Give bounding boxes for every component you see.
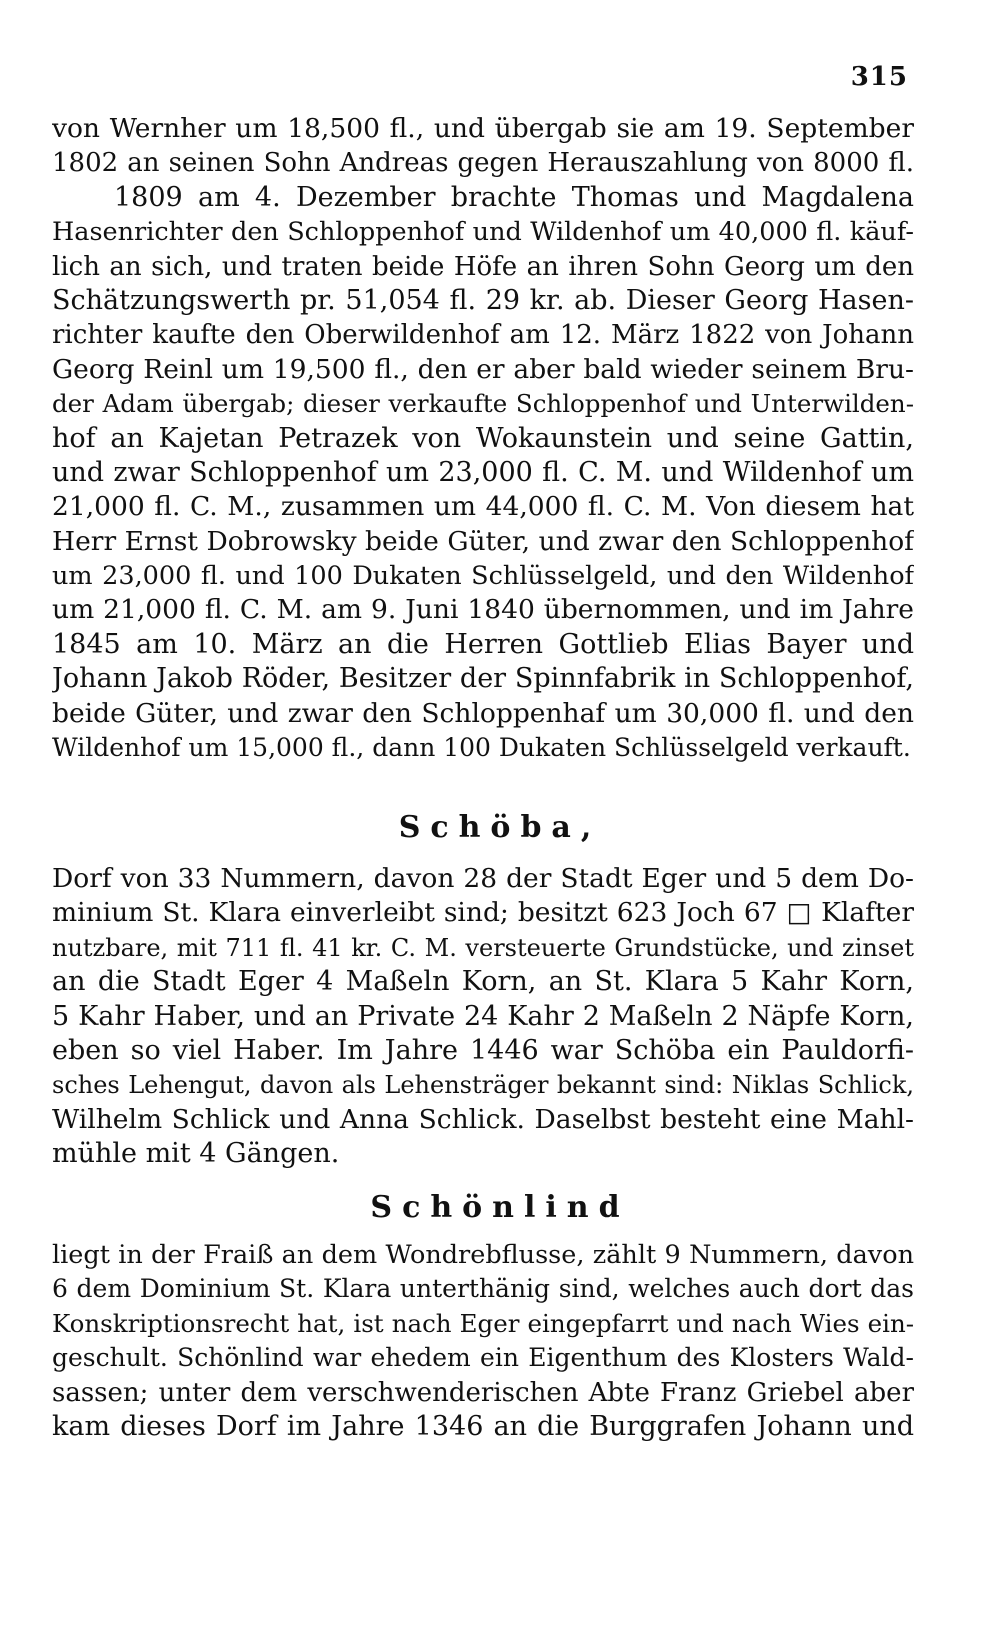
text-line: von Wernher um 18,500 fl., und übergab sie am 19. September xyxy=(52,113,914,144)
text-line: Johann Jakob Röder, Besitzer der Spinnfabrik in Schloppenhof, xyxy=(52,663,914,695)
text-line: 5 Kahr Haber, und an Private 24 Kahr 2 Maßeln 2 Näpfe Korn, xyxy=(52,1000,914,1032)
text-line: richter kaufte den Oberwildenhof am 12. März 1822 von Johann xyxy=(52,320,914,351)
text-line: 1802 an seinen Sohn Andreas gegen Herauszahlung von 8000 fl. xyxy=(52,148,914,179)
text-line: liegt in der Fraiß an dem Wondrebflusse, zählt 9 Nummern, davon xyxy=(52,1240,914,1270)
text-line: Hasenrichter den Schloppenhof und Wildenhof um 40,000 fl. käuf- xyxy=(52,217,914,248)
text-line: eben so viel Haber. Im Jahre 1446 war Schöba ein Pauldorfi- xyxy=(52,1034,914,1066)
text-line: Konskriptionsrecht hat, ist nach Eger eingepfarrt und nach Wies ein- xyxy=(52,1308,914,1338)
text-line: minium St. Klara einverleibt sind; besitzt 623 Joch 67 □ Klafter xyxy=(52,897,914,929)
text-line: um 21,000 fl. C. M. am 9. Juni 1840 übernommen, und im Jahre xyxy=(52,594,914,626)
text-line: Schätzungswerth pr. 51,054 fl. 29 kr. ab. Dieser Georg Hasen- xyxy=(52,284,914,316)
section-heading-schoeba: Schöba, xyxy=(398,810,602,845)
text-line: um 23,000 fl. und 100 Dukaten Schlüsselgeld, und den Wildenhof xyxy=(52,561,914,592)
text-line: Wildenhof um 15,000 fl., dann 100 Dukaten Schlüsselgeld verkauft. xyxy=(52,733,911,763)
text-line: 6 dem Dominium St. Klara unterthänig sind, welches auch dort das xyxy=(52,1274,914,1304)
text-line: 1809 am 4. Dezember brachte Thomas und Magdalena xyxy=(114,181,914,213)
text-line: nutzbare, mit 711 fl. 41 kr. C. M. versteuerte Grundstücke, und zinset xyxy=(52,933,914,962)
text-line: mühle mit 4 Gängen. xyxy=(52,1138,340,1170)
text-line: Herr Ernst Dobrowsky beide Güter, und zwar den Schloppenhof xyxy=(52,525,914,557)
text-line: kam dieses Dorf im Jahre 1346 an die Burggrafen Johann und xyxy=(52,1410,914,1442)
text-line: sassen; unter dem verschwenderischen Abte Franz Griebel aber xyxy=(52,1377,914,1408)
text-line: Wilhelm Schlick und Anna Schlick. Daselbst besteht eine Mahl- xyxy=(52,1103,914,1135)
text-line: lich an sich, und traten beide Höfe an ihren Sohn Georg um den xyxy=(52,251,914,282)
text-line: hof an Kajetan Petrazek von Wokaunstein und seine Gattin, xyxy=(52,422,914,454)
text-line: 1845 am 10. März an die Herren Gottlieb Elias Bayer und xyxy=(52,628,914,660)
paragraph-wildenhof-history xyxy=(52,112,914,765)
paragraph-schoeba xyxy=(52,862,914,1172)
text-line: beide Güter, und zwar den Schloppenhaf um 30,000 fl. und den xyxy=(52,697,914,729)
text-line: an die Stadt Eger 4 Maßeln Korn, an St. Klara 5 Kahr Korn, xyxy=(52,966,914,998)
text-line: geschult. Schönlind war ehedem ein Eigenthum des Klosters Wald- xyxy=(52,1343,914,1373)
text-line: der Adam übergab; dieser verkaufte Schloppenhof und Unterwilden- xyxy=(52,389,914,419)
text-line: Dorf von 33 Nummern, davon 28 der Stadt Eger und 5 dem Do- xyxy=(52,863,914,894)
text-line: sches Lehengut, davon als Lehensträger bekannt sind: Niklas Schlick, xyxy=(52,1071,914,1100)
page-number: 315 xyxy=(850,62,908,92)
section-heading-schoenlind: Schönlind xyxy=(370,1190,630,1225)
text-line: Georg Reinl um 19,500 fl., den er aber bald wieder seinem Bru- xyxy=(52,353,914,385)
paragraph-schoenlind xyxy=(52,1238,914,1444)
text-line: und zwar Schloppenhof um 23,000 fl. C. M. und Wildenhof um xyxy=(52,456,914,488)
text-line: 21,000 fl. C. M., zusammen um 44,000 fl. C. M. Von diesem hat xyxy=(52,491,914,523)
